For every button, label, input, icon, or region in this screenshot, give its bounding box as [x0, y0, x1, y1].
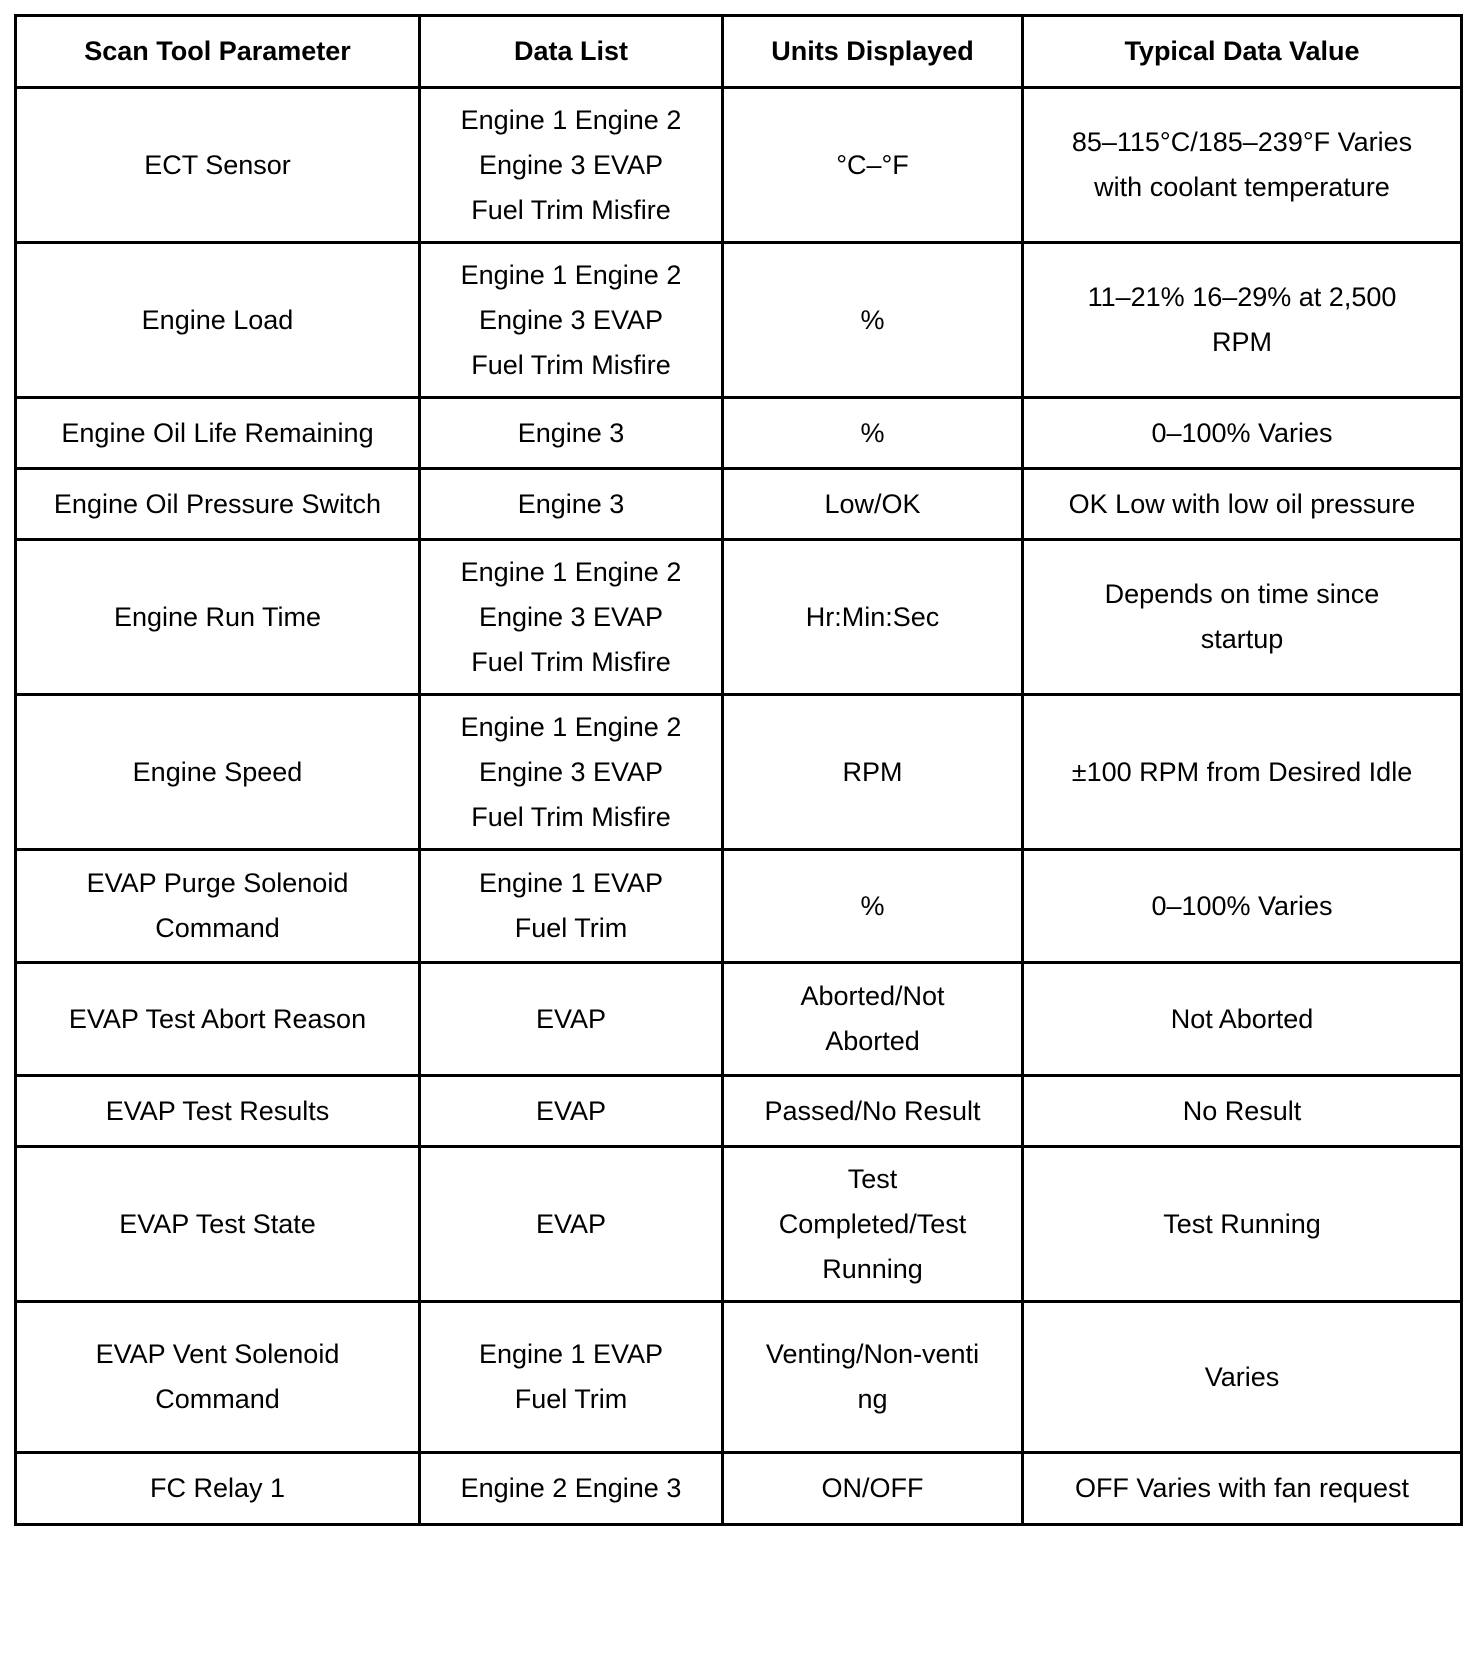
parameter-cell: [16, 1147, 420, 1302]
data-list-cell-line: Fuel Trim: [514, 913, 628, 943]
typical-value-cell-line: No Result: [1182, 1095, 1302, 1126]
data-list-cell-line: Engine 1 EVAP: [478, 868, 664, 898]
units-cell-line: %: [860, 304, 885, 335]
typical-value-cell: [1023, 1147, 1462, 1302]
units-cell-line: Test: [847, 1163, 898, 1194]
units-cell: [723, 243, 1023, 398]
typical-value-cell-line: 11–21% 16–29% at 2,500: [1087, 282, 1397, 312]
typical-value-cell: [1023, 850, 1462, 963]
parameter-cell-line: Engine Oil Pressure Switch: [53, 488, 382, 519]
header-scan-tool-parameter: Scan Tool Parameter: [16, 16, 420, 88]
data-list-cell: [420, 1453, 723, 1525]
header-typical-data-value: Typical Data Value: [1023, 16, 1462, 88]
typical-value-cell: [1023, 243, 1462, 398]
parameter-cell: [16, 850, 420, 963]
units-cell: [723, 1147, 1023, 1302]
units-cell-line: Aborted/Not: [800, 981, 945, 1011]
typical-value-cell: [1023, 540, 1462, 695]
units-cell-line: Passed/No Result: [764, 1095, 981, 1126]
parameter-cell: [16, 1076, 420, 1147]
units-cell-line: Venting/Non-venti: [765, 1339, 980, 1369]
typical-value-cell: [1023, 88, 1462, 243]
parameter-cell-line: EVAP Test State: [119, 1208, 316, 1239]
units-cell: [723, 850, 1023, 963]
parameter-cell: [16, 963, 420, 1076]
units-cell: [723, 88, 1023, 243]
typical-value-cell-line: startup: [1200, 624, 1284, 654]
units-cell: [723, 1453, 1023, 1525]
parameter-cell: [16, 1453, 420, 1525]
data-list-cell-line: EVAP: [535, 1095, 607, 1126]
data-list-cell: [420, 695, 723, 850]
typical-value-cell-line: 85–115°C/185–239°F Varies: [1071, 127, 1413, 157]
parameter-cell-line: EVAP Vent Solenoid: [95, 1339, 340, 1369]
data-list-cell: [420, 1076, 723, 1147]
header-data-list: Data List: [420, 16, 723, 88]
typical-value-cell-line: Depends on time since: [1104, 579, 1380, 609]
units-cell: [723, 695, 1023, 850]
data-list-cell-line: Engine 1 Engine 2: [460, 556, 682, 587]
data-list-cell: [420, 850, 723, 963]
data-list-cell-line: Engine 1 Engine 2: [460, 711, 682, 742]
typical-value-cell-line: Varies: [1204, 1361, 1280, 1392]
units-cell: [723, 1076, 1023, 1147]
parameter-cell-line: Engine Load: [141, 304, 294, 335]
table-row: [16, 398, 1462, 469]
table-row: [16, 540, 1462, 695]
table-row: [16, 243, 1462, 398]
data-list-cell: [420, 540, 723, 695]
table-header-row: [16, 16, 1462, 88]
table-row: [16, 695, 1462, 850]
typical-value-cell: [1023, 469, 1462, 540]
units-cell-line: ng: [857, 1384, 888, 1414]
data-list-cell-line: Engine 3 EVAP: [478, 756, 664, 787]
data-list-cell: [420, 88, 723, 243]
units-cell: [723, 398, 1023, 469]
parameter-cell: [16, 695, 420, 850]
parameter-cell-line: Engine Run Time: [113, 601, 322, 632]
data-list-cell-line: Engine 3 EVAP: [478, 149, 664, 180]
parameter-cell: [16, 243, 420, 398]
data-list-cell-line: Fuel Trim: [514, 1384, 628, 1414]
typical-value-cell: [1023, 695, 1462, 850]
typical-value-cell: [1023, 1302, 1462, 1453]
typical-value-cell: [1023, 963, 1462, 1076]
data-list-cell: [420, 469, 723, 540]
parameter-cell: [16, 469, 420, 540]
typical-value-cell-line: with coolant temperature: [1094, 172, 1390, 202]
data-list-cell-line: Fuel Trim Misfire: [471, 801, 671, 832]
data-list-cell-line: EVAP: [535, 1208, 607, 1239]
typical-value-cell-line: RPM: [1212, 327, 1272, 357]
parameter-cell: [16, 88, 420, 243]
units-cell-line: Low/OK: [824, 488, 921, 519]
table-row: [16, 1453, 1462, 1525]
units-cell: [723, 540, 1023, 695]
typical-value-cell: [1023, 1076, 1462, 1147]
typical-value-cell: [1023, 1453, 1462, 1525]
parameter-cell-line: EVAP Test Abort Reason: [68, 1003, 367, 1034]
parameter-cell: [16, 1302, 420, 1453]
parameter-cell-line: EVAP Test Results: [105, 1095, 330, 1126]
data-list-cell-line: Engine 1 EVAP: [478, 1339, 664, 1369]
typical-value-cell-line: 0–100% Varies: [1151, 417, 1333, 448]
data-list-cell: [420, 1147, 723, 1302]
data-list-cell-line: Engine 3: [517, 417, 625, 448]
data-list-cell-line: Engine 3 EVAP: [478, 601, 664, 632]
units-cell-line: °C–°F: [836, 149, 909, 180]
units-cell-line: RPM: [842, 756, 903, 787]
parameter-cell: [16, 398, 420, 469]
units-cell-line: Running: [822, 1253, 923, 1284]
scan-tool-parameter-table: [14, 14, 1463, 1526]
table-row: [16, 1147, 1462, 1302]
parameter-cell: [16, 540, 420, 695]
table-row: [16, 1076, 1462, 1147]
table-row: [16, 963, 1462, 1076]
typical-value-cell-line: ±100 RPM from Desired Idle: [1071, 756, 1413, 787]
table-body: [16, 88, 1462, 1525]
data-list-cell-line: Engine 3 EVAP: [478, 304, 664, 335]
data-list-cell-line: EVAP: [535, 1003, 607, 1034]
table-row: [16, 850, 1462, 963]
units-cell-line: Aborted: [825, 1026, 920, 1056]
units-cell: [723, 469, 1023, 540]
typical-value-cell-line: Test Running: [1163, 1208, 1321, 1239]
parameter-cell-line: Command: [155, 1384, 280, 1414]
table-row: [16, 88, 1462, 243]
parameter-cell-line: Engine Oil Life Remaining: [61, 417, 374, 448]
units-cell-line: %: [860, 890, 885, 921]
data-list-cell-line: Engine 2 Engine 3: [460, 1473, 682, 1503]
parameter-cell-line: Command: [155, 913, 280, 943]
typical-value-cell-line: Not Aborted: [1170, 1003, 1314, 1034]
parameter-cell-line: Engine Speed: [132, 756, 303, 787]
data-list-cell-line: Engine 1 Engine 2: [460, 259, 682, 290]
typical-value-cell-line: 0–100% Varies: [1151, 890, 1333, 921]
parameter-cell-line: ECT Sensor: [144, 149, 291, 180]
data-list-cell-line: Fuel Trim Misfire: [471, 646, 671, 677]
data-list-cell: [420, 398, 723, 469]
data-list-cell: [420, 1302, 723, 1453]
data-list-cell-line: Fuel Trim Misfire: [471, 194, 671, 225]
units-cell-line: Completed/Test: [778, 1208, 967, 1239]
typical-value-cell: [1023, 398, 1462, 469]
typical-value-cell-line: OK Low with low oil pressure: [1068, 488, 1416, 519]
header-units-displayed: Units Displayed: [723, 16, 1023, 88]
data-list-cell: [420, 963, 723, 1076]
parameter-cell-line: FC Relay 1: [149, 1473, 286, 1503]
units-cell-line: ON/OFF: [821, 1473, 924, 1503]
parameter-cell-line: EVAP Purge Solenoid: [86, 868, 349, 898]
data-list-cell: [420, 243, 723, 398]
units-cell-line: Hr:Min:Sec: [805, 601, 940, 632]
data-list-cell-line: Engine 3: [517, 488, 625, 519]
data-list-cell-line: Engine 1 Engine 2: [460, 104, 682, 135]
typical-value-cell-line: OFF Varies with fan request: [1074, 1473, 1410, 1503]
units-cell-line: %: [860, 417, 885, 448]
units-cell: [723, 963, 1023, 1076]
data-list-cell-line: Fuel Trim Misfire: [471, 349, 671, 380]
table-row: [16, 469, 1462, 540]
units-cell: [723, 1302, 1023, 1453]
table-row: [16, 1302, 1462, 1453]
